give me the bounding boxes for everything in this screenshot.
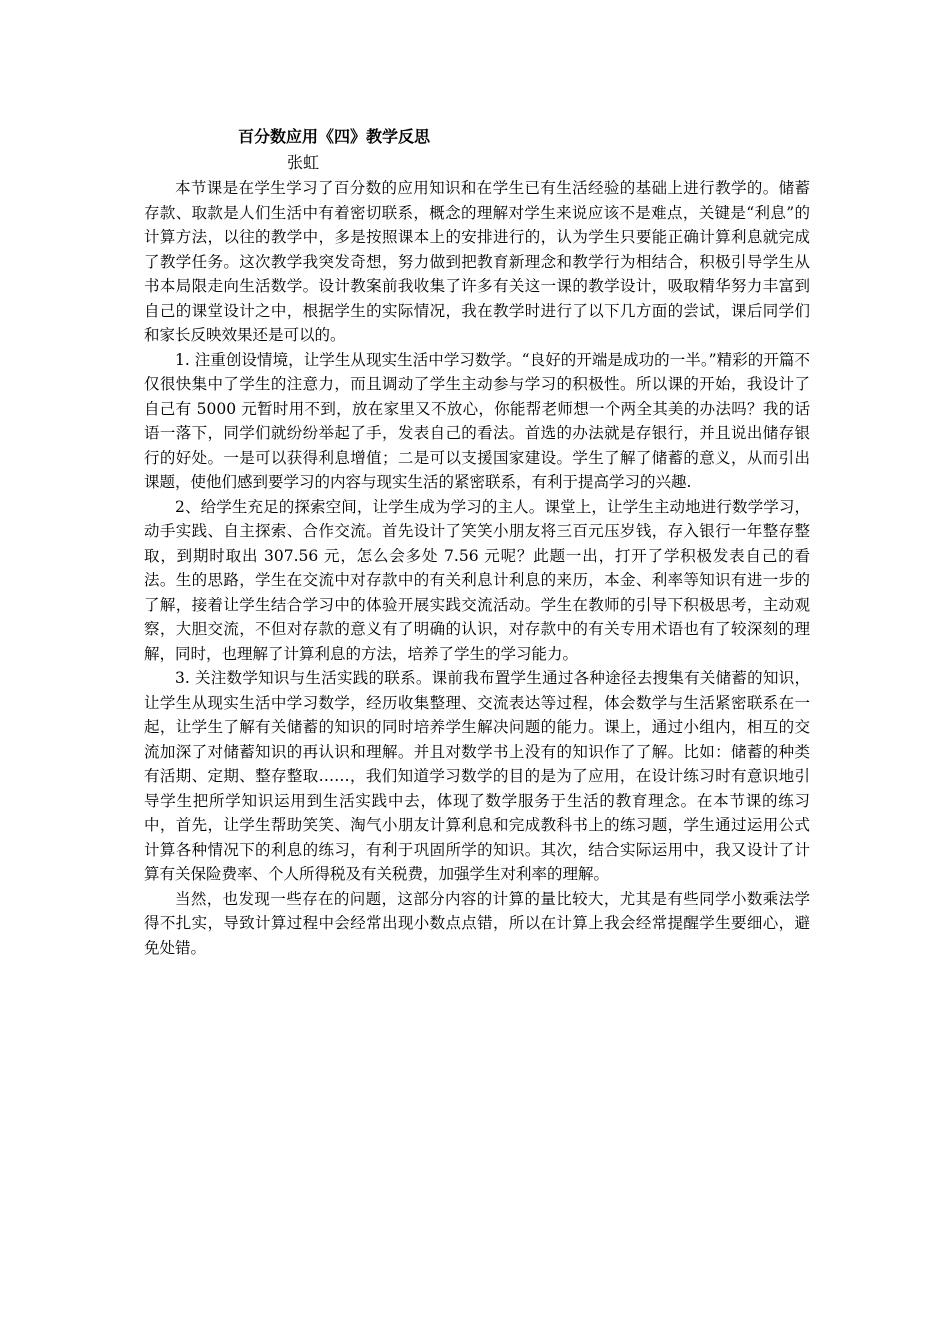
document-author: 张虹 (287, 153, 320, 172)
paragraph-conclusion: 当然，也发现一些存在的问题，这部分内容的计算的量比较大，尤其是有些同学小数乘法学得不扎实，导致计算过程中会经常出现小数点点错，所以在计算上我会经常提醒学生要细心，避免处错。 (144, 889, 810, 957)
paragraph-point-3: 3. 关注数学知识与生活实践的联系。课前我布置学生通过各种途径去搜集有关储蓄的知识，让学生从现实生活中学习数学，经历收集整理、交流表达等过程，体会数学与生活紧密联系在一起，让学生了解有关储蓄的知识的同时培养学生解决问题的能力。课上，通过小组内，相互的交流加深了对储蓄知识的再认识和理解。并且对数学书上没有的知识作了了解。比如：储蓄的种类有活期、定期、整存整取……，我们知道学习数学的目的是为了应用，在设计练习时有意识地引导学生把所学知识运用到生活实践中去，体现了数学服务于生活的教育理念。在本节课的练习中，首先，让学生帮助笑笑、淘气小朋友计算利息和完成教科书上的练习题，学生通过运用公式计算各种情况下的利息的练习，有利于巩固所学的知识。其次，结合实际运用中，我又设计了计算有关保险费率、个人所得税及有关税费，加强学生对利率的理解。 (144, 669, 810, 883)
paragraph-intro: 本节课是在学生学习了百分数的应用知识和在学生已有生活经验的基础上进行教学的。储蓄存款、取款是人们生活中有着密切联系，概念的理解对学生来说应该不是难点，关键是“利息”的计算方法，以往的教学中，多是按照课本上的安排进行的，认为学生只要能正确计算利息就完成了教学任务。这次教学我突发奇想，努力做到把教育新理念和教学行为相结合，积极引导学生从书本局限走向生活数学。设计教案前我收集了许多有关这一课的教学设计，吸取精华努力丰富到自己的课堂设计之中，根据学生的实际情况，我在教学时进行了以下几方面的尝试，课后同学们和家长反映效果还是可以的。 (144, 179, 810, 344)
paragraph-point-2: 2、给学生充足的探索空间，让学生成为学习的主人。课堂上，让学生主动地进行数学学习，动手实践、自主探索、合作交流。首先设计了笑笑小朋友将三百元压岁钱，存入银行一年整存整取，到期时取出 307.56 元，怎么会多处 7.56 元呢？此题一出，打开了学积极发表自己的看法。生的思路，学生在交流中对存款中的有关利息计利息的来历，本金、利率等知识有进一步的了解，接着让学生结合学习中的体验开展实践交流活动。学生在教师的引导下积极思考，主动观察，大胆交流，不但对存款的意义有了明确的认识，对存款中的有关专用术语也有了较深刻的理解，同时，也理解了计算利息的方法，培养了学生的学习能力。 (144, 497, 810, 663)
paragraph-point-1: 1. 注重创设情境，让学生从现实生活中学习数学。“良好的开端是成功的一半。”精彩的开篇不仅很快集中了学生的注意力，而且调动了学生主动参与学习的积极性。所以课的开始，我设计了自己有 5000 元暂时用不到，放在家里又不放心，你能帮老师想一个两全其美的办法吗？我的话语一落下，同学们就纷纷举起了手，发表自己的看法。首选的办法就是存银行，并且说出储存银行的好处。一是可以获得利息增值；二是可以支援国家建设。学生了解了储蓄的意义，从而引出课题，使他们感到要学习的内容与现实生活的紧密联系，有利于提高学习的兴趣. (144, 350, 810, 491)
document-body (144, 176, 810, 960)
document-title: 百分数应用《四》教学反思 (238, 127, 431, 146)
